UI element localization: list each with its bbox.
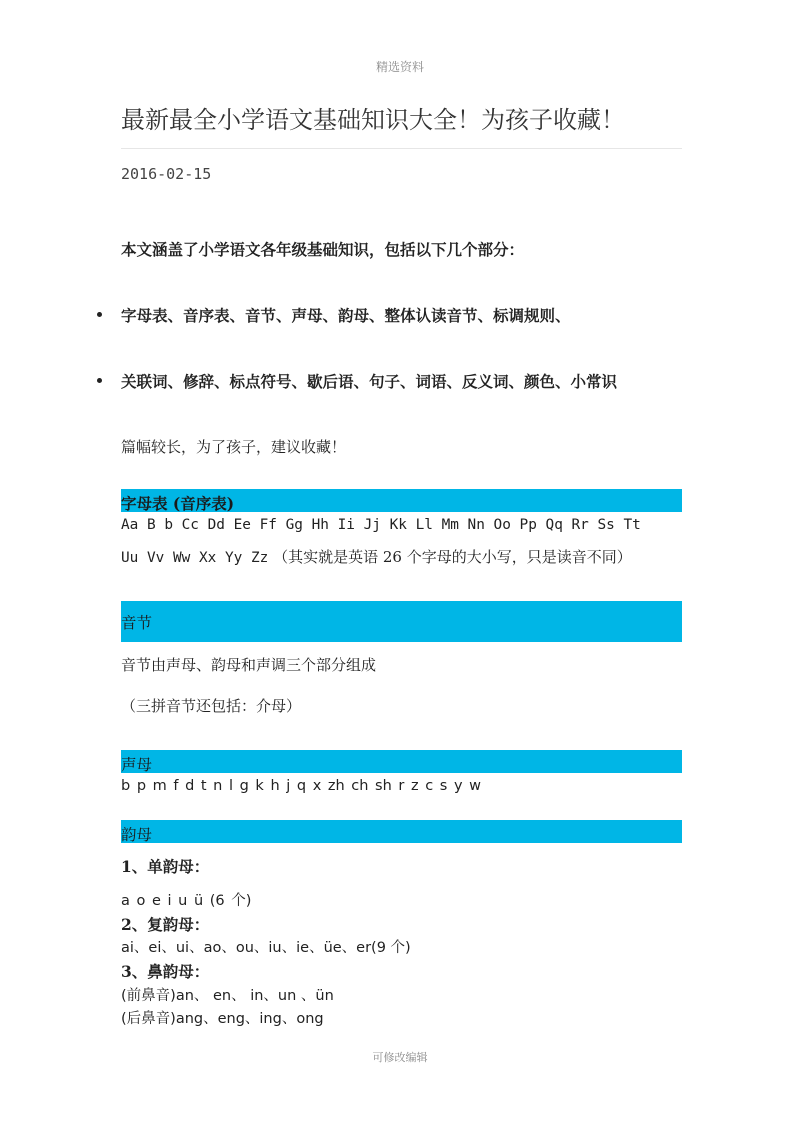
section-heading-finals: 韵母 bbox=[121, 826, 153, 844]
bullet-dot bbox=[97, 312, 102, 317]
finals-nasal-front: (前鼻音)an、 en、 in、un 、ün bbox=[121, 988, 334, 1004]
finals-nasal-back: (后鼻音)ang、eng、ing、ong bbox=[121, 1011, 324, 1027]
page-footer-watermark: 可修改编辑 bbox=[372, 1051, 428, 1064]
alphabet-line-2-letters: Uu Vv Ww Xx Yy Zz bbox=[121, 550, 269, 566]
section-heading-alphabet: 字母表 (音序表) bbox=[121, 494, 235, 513]
bullet-item-1: 字母表、音序表、音节、声母、韵母、整体认读音节、标调规则、 bbox=[121, 306, 571, 325]
section-heading-initials: 声母 bbox=[121, 756, 153, 774]
finals-single-line: a o e i u ü (6 个) bbox=[121, 893, 252, 909]
section-band-initials bbox=[121, 750, 682, 773]
section-band-syllable bbox=[121, 601, 682, 642]
finals-compound-line: ai、ei、ui、ao、ou、iu、ie、üe、er(9 个) bbox=[121, 940, 411, 956]
alphabet-line-2-note: （其实就是英语 26 个字母的大小写，只是读音不同） bbox=[273, 548, 632, 566]
syllable-line-2: （三拼音节还包括：介母） bbox=[121, 697, 302, 715]
article-date: 2016-02-15 bbox=[121, 165, 212, 183]
section-heading-syllable: 音节 bbox=[121, 614, 153, 632]
finals-nasal-title: 3、鼻韵母： bbox=[121, 962, 210, 981]
article-title: 最新最全小学语文基础知识大全！为孩子收藏！ bbox=[121, 106, 625, 134]
alphabet-line-2 bbox=[121, 546, 632, 567]
alphabet-line-1: Aa B b Cc Dd Ee Ff Gg Hh Ii Jj Kk Ll Mm Nn Oo Pp Qq Rr Ss Tt bbox=[121, 517, 641, 533]
page-header-watermark: 精选资料 bbox=[375, 60, 424, 74]
title-divider bbox=[121, 148, 682, 149]
bullet-item-2: 关联词、修辞、标点符号、歇后语、句子、词语、反义词、颜色、小常识 bbox=[121, 372, 618, 391]
syllable-line-1: 音节由声母、韵母和声调三个部分组成 bbox=[121, 656, 377, 674]
finals-compound-title: 2、复韵母： bbox=[121, 915, 210, 934]
initials-line: b p m f d t n l g k h j q x zh ch sh r z c s y w bbox=[121, 778, 481, 794]
finals-single-title: 1、单韵母： bbox=[121, 857, 210, 876]
section-band-finals bbox=[121, 820, 682, 843]
bullet-dot bbox=[97, 378, 102, 383]
intro-text: 本文涵盖了小学语文各年级基础知识，包括以下几个部分： bbox=[121, 240, 525, 259]
recommend-note: 篇幅较长，为了孩子，建议收藏！ bbox=[121, 438, 347, 456]
